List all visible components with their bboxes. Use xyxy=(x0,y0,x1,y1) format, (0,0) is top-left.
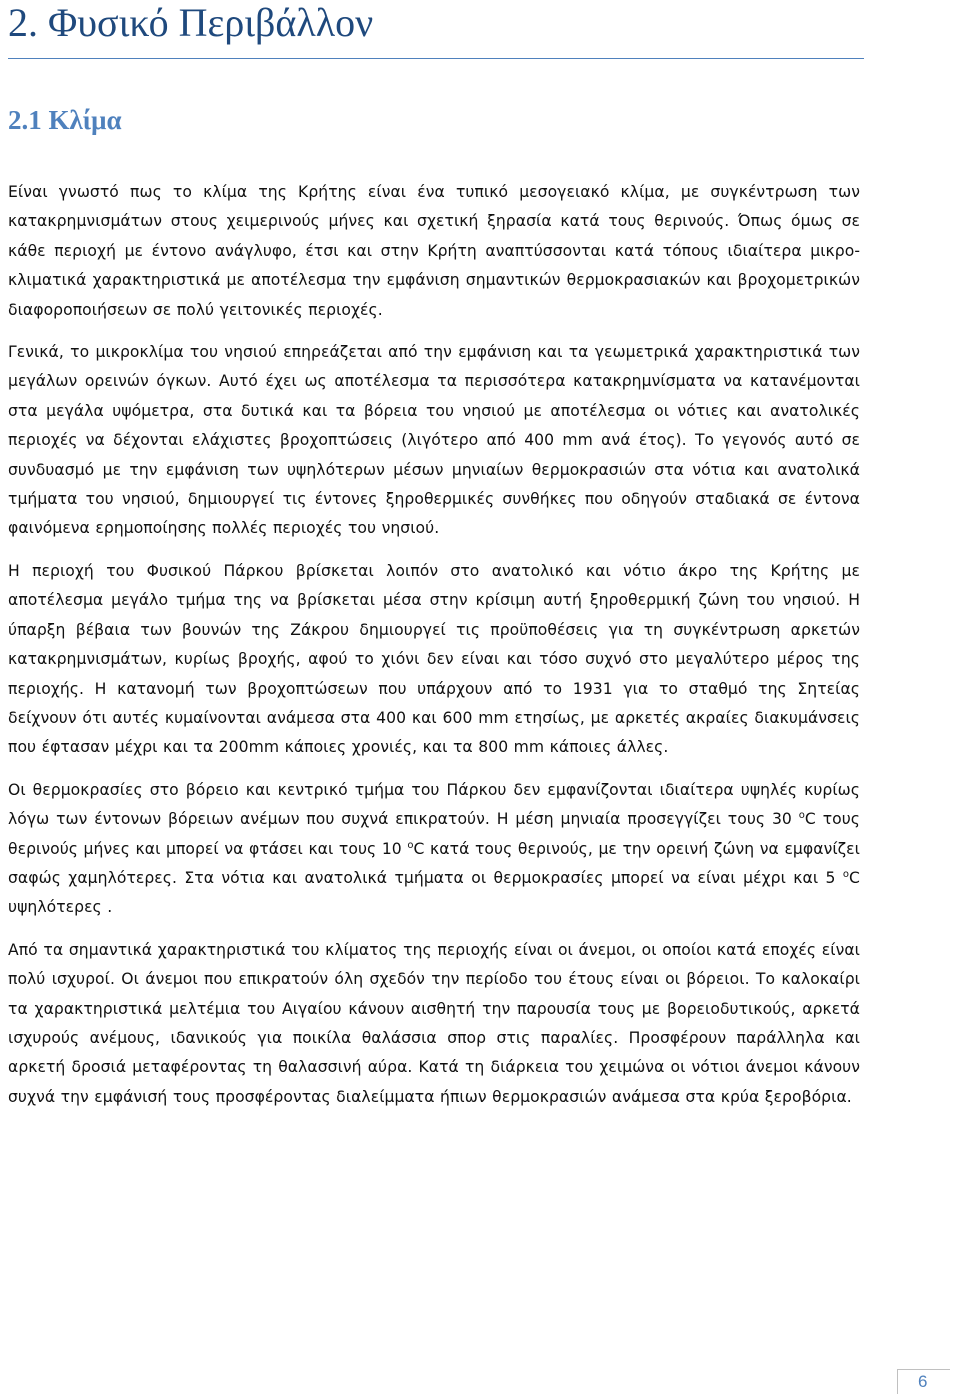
degree-superscript-1: ο xyxy=(798,809,805,821)
paragraph-microclimate: Γενικά, το μικροκλίμα του νησιού επηρεάζεται από την εμφάνιση και τα γεωμετρικά χαρακτηριστικά των μεγάλων ορεινών όγκων. Αυτό έχει ως αποτέλεσμα τα περισσότερα κατακρημνίσματα να κατανέμονται στα μεγάλα υψόμετρα, στα δυτικά και τα βόρεια του νησιού με αποτέλεσμα οι νότιες και ανατολικές περιοχές να δέχονται ελάχιστες βροχοπτώσεις (λιγότερο από 400 mm ανά έτος). Το γεγονός αυτό σε συνδυασμό με την εμφάνιση των υψηλότερων μέσων μηνιαίων θερμοκρασιών στα νότια και ανατολικά τμήματα του νησιού, δημιουργεί τις έντονες ξηροθερμικές συνθήκες που οδηγούν σταδιακά σε έντονα φαινόμενα ερημοποίησης πολλές περιοχές του νησιού. xyxy=(8,343,860,538)
section-title: 2.1 Κλίμα xyxy=(8,105,122,135)
temperature-text-1: Οι θερμοκρασίες στο βόρειο και κεντρικό τμήμα του Πάρκου δεν εμφανίζονται ιδιαίτερα υψηλές κυρίως λόγω των έντονων βόρειων ανέμων που συχνά επικρατούν. Η μέση μηνιαία προσεγγίζει τους 30 xyxy=(8,780,860,829)
paragraph-climate-intro: Είναι γνωστό πως το κλίμα της Κρήτης είναι ένα τυπικό μεσογειακό κλίμα, με συγκέντρωση των κατακρημνισμάτων στους χειμερινούς μήνες και σχετική ξηρασία κατά τους θερινούς. Όπως όμως σε κάθε περιοχή με έντονο ανάγλυφο, έτσι και στην Κρήτη αναπτύσσονται κατά τόπους ιδιαίτερα μικρο-κλιματικά χαρακτηριστικά με αποτέλεσμα την εμφάνιση σημαντικών θερμοκρασιακών και βροχομετρικών διαφοροποιήσεων σε πολύ γειτονικές περιοχές. xyxy=(8,183,860,319)
temperature-text-4: C υψηλότερες . xyxy=(8,868,860,917)
paragraph-park-rainfall: Η περιοχή του Φυσικού Πάρκου βρίσκεται λοιπόν στο ανατολικό και νότιο άκρο της Κρήτης με αποτέλεσμα μεγάλο τμήμα της να βρίσκεται μέσα στην κρίσιμη αυτή ξηροθερμική ζώνη του νησιού. Η ύπαρξη βέβαια των βουνών της Ζάκρου δημιουργεί τις προϋποθέσεις για τη συγκέντρωση αρκετών κατακρημνισμάτων, κυρίως βροχής, αφού το χιόνι δεν είναι και τόσο συχνό στο μεγαλύτερο μέρος της περιοχής. Η κατανομή των βροχοπτώσεων που υπάρχουν από το 1931 για το σταθμό της Σητείας δείχνουν ότι αυτές κυμαίνονται ανάμεσα στα 400 και 600 mm ετησίως, με αρκετές ακραίες διακυμάνσεις που έφτασαν μέχρι και τα 200mm κάποιες χρονιές, και τα 800 mm κάποιες άλλες. xyxy=(8,561,860,757)
chapter-title: 2. Φυσικό Περιβάλλον xyxy=(8,0,864,59)
degree-superscript-3: ο xyxy=(842,868,850,880)
degree-superscript-2: ο xyxy=(407,839,414,851)
temperature-text-2: C τους θερινούς μήνες και μπορεί να φτάσει και τους 10 xyxy=(8,810,860,858)
temperature-text-3: C κατά τους θερινούς, με την ορεινή ζώνη να εμφανίζει σαφώς χαμηλότερες. Στα νότια και ανατολικά τμήματα οι θερμοκρασίες μπορεί να είναι μέχρι και 5 xyxy=(8,839,860,887)
paragraph-temperatures xyxy=(8,776,860,923)
body-text xyxy=(8,178,860,1125)
paragraph-winds: Από τα σημαντικά χαρακτηριστικά του κλίματος της περιοχής είναι οι άνεμοι, οι οποίοι κατά εποχές είναι πολύ ισχυροί. Οι άνεμοι που επικρατούν όλη σχεδόν την περίοδο του έτους είναι οι βόρειοι. Το καλοκαίρι τα χαρακτηριστικά μελτέμια του Αιγαίου κάνουν αισθητή την παρουσία τους με βορειοδυτικούς, αρκετά ισχυρούς ανέμους, ιδανικούς για ποικίλα θαλάσσια σπορ στις παραλίες. Προσφέρουν παράλληλα και αρκετή δροσιά μεταφέροντας τη θαλασσινή αύρα. Κατά τη διάρκεια του χειμώνα οι νότιοι άνεμοι κάνουν συχνά την εμφάνισή τους προσφέροντας διαλείμματα ήπιων θερμοκρασιών ανάμεσα στα κρύα ξεροβόρια. xyxy=(8,940,860,1106)
page-number: 6 xyxy=(918,1372,928,1391)
